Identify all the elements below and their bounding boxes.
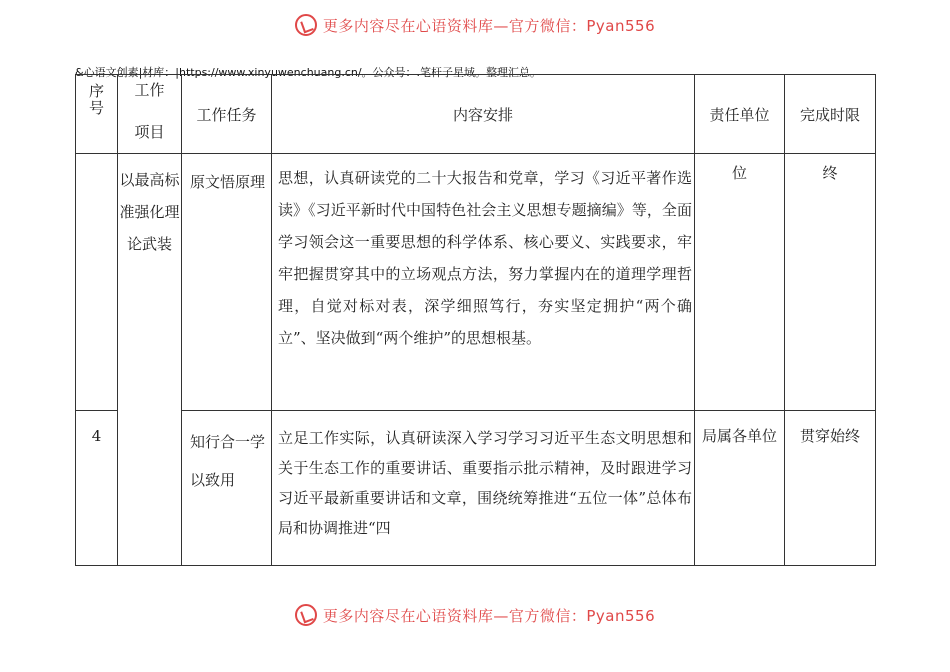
table-row <box>76 411 876 566</box>
cell-time: 终 <box>785 154 876 411</box>
watermark-text: 更多内容尽在心语资料库—官方微信：Pyan556 <box>322 16 656 35</box>
header-seq-line2: 号 <box>88 99 104 117</box>
header-project-line2: 项目 <box>134 123 165 141</box>
cell-task: 原文悟原理 <box>182 154 272 411</box>
header-project <box>118 75 182 154</box>
brand-logo-icon <box>295 604 317 626</box>
brand-logo-icon <box>295 14 317 36</box>
cell-project: 以最高标准强化理论武装 <box>118 154 182 411</box>
header-time: 完成时限 <box>785 75 876 154</box>
cell-project-continued <box>118 411 182 566</box>
cell-time: 贯穿始终 <box>785 411 876 566</box>
cell-unit: 位 <box>695 154 785 411</box>
watermark-banner-bottom <box>0 600 950 630</box>
cell-unit: 局属各单位 <box>695 411 785 566</box>
header-unit: 责任单位 <box>695 75 785 154</box>
header-content: 内容安排 <box>272 75 695 154</box>
cell-seq: 4 <box>76 411 118 566</box>
header-seq-line1: 序 <box>88 82 104 100</box>
source-line: &心语文创素|材库：|https://www.xinyuwenchuang.cn/。公众号：.笔杆子星域。整理汇总。 <box>75 66 542 79</box>
cell-seq <box>76 154 118 411</box>
header-task: 工作任务 <box>182 75 272 154</box>
cell-content: 立足工作实际，认真研读深入学习学习习近平生态文明思想和关于生态工作的重要讲话、重要指示批示精神，及时跟进学习习近平最新重要讲话和文章，围绕统筹推进“五位一体”总体布局和协调推进“四 <box>272 411 695 566</box>
header-project-line1: 工作 <box>134 81 165 99</box>
cell-content: 思想，认真研读党的二十大报告和党章，学习《习近平著作选读》《习近平新时代中国特色社会主义思想专题摘编》等，全面学习领会这一重要思想的科学体系、核心要义、实践要求，牢牢把握贯穿其中的立场观点方法，努力掌握内在的道理学理哲理，自觉对标对表，深学细照笃行，夯实坚定拥护“两个确立”、坚决做到“两个维护”的思想根基。 <box>272 154 695 411</box>
header-seq <box>76 75 118 154</box>
work-plan-table <box>75 74 876 566</box>
table-row <box>76 154 876 411</box>
table-header-row <box>76 75 876 154</box>
watermark-banner-top <box>0 10 950 40</box>
cell-task: 知行合一学以致用 <box>182 411 272 566</box>
watermark-text: 更多内容尽在心语资料库—官方微信：Pyan556 <box>322 606 656 625</box>
